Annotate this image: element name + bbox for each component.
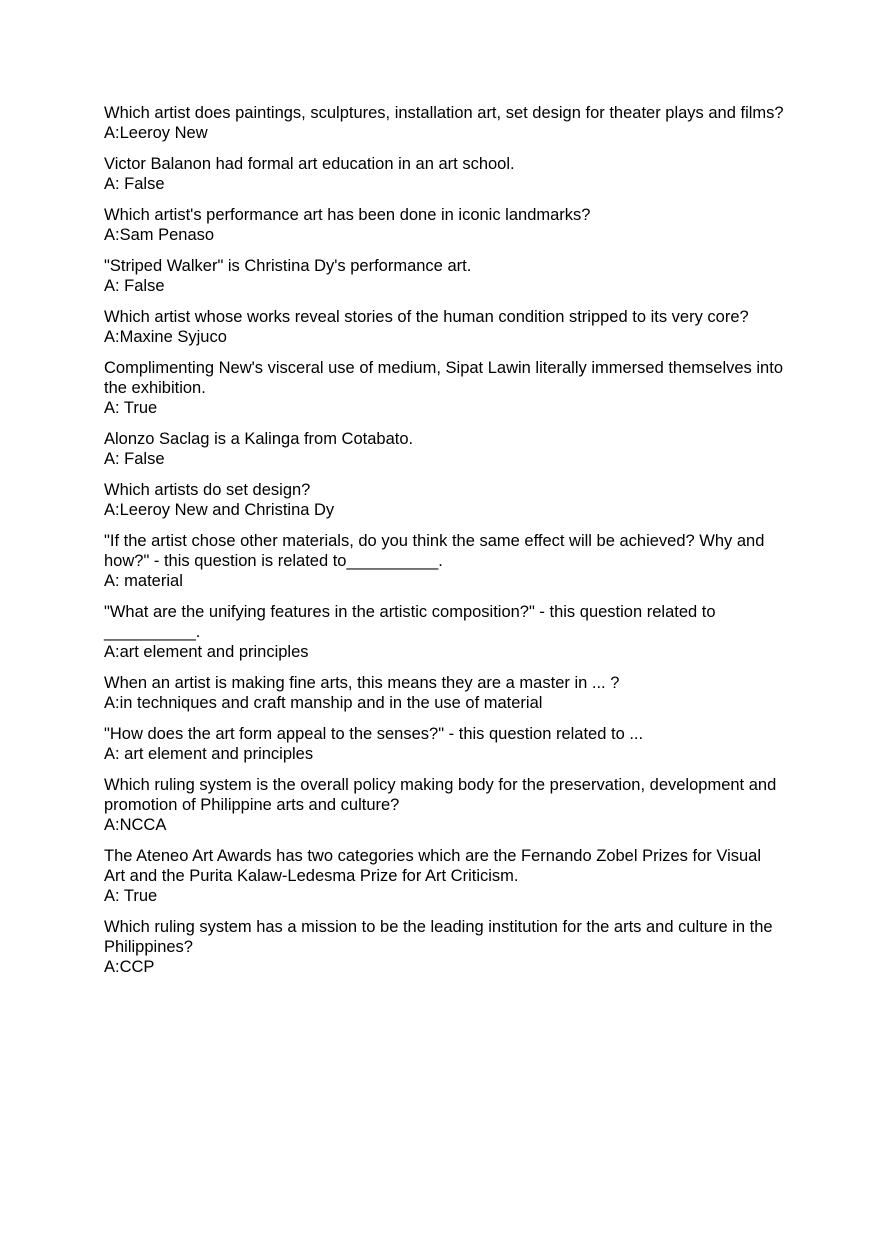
question-text: Alonzo Saclag is a Kalinga from Cotabato.	[104, 430, 414, 448]
question-text: Which ruling system is the overall policy making body for the preservation, development and promotion of Philippine arts and culture?	[104, 776, 777, 814]
answer-text: A: False	[104, 175, 165, 193]
answer-text: A: material	[104, 572, 183, 590]
qa-item	[104, 103, 784, 143]
answer-text: A:Sam Penaso	[104, 226, 215, 244]
question-text: Which ruling system has a mission to be the leading institution for the arts and culture in the Philippines?	[104, 918, 773, 956]
question-text: "If the artist chose other materials, do you think the same effect will be achieved? Why and how?" - this question is related to__________.	[104, 532, 765, 570]
answer-text: A:in techniques and craft manship and in the use of material	[104, 694, 543, 712]
qa-item	[104, 531, 784, 591]
answer-text: A: False	[104, 277, 165, 295]
document-page	[104, 103, 784, 988]
question-text: Which artist whose works reveal stories of the human condition stripped to its very core?	[104, 308, 749, 326]
answer-text: A:NCCA	[104, 816, 167, 834]
qa-item	[104, 846, 784, 906]
answer-text: A:CCP	[104, 958, 155, 976]
answer-text: A: True	[104, 887, 158, 905]
question-text: The Ateneo Art Awards has two categories which are the Fernando Zobel Prizes for Visual Art and the Purita Kalaw-Ledesma Prize for Art Criticism.	[104, 847, 762, 885]
question-text: Complimenting New's visceral use of medium, Sipat Lawin literally immersed themselves into the exhibition.	[104, 359, 783, 397]
qa-item	[104, 673, 784, 713]
question-text: "How does the art form appeal to the senses?" - this question related to ...	[104, 725, 644, 743]
answer-text: A: False	[104, 450, 165, 468]
qa-item	[104, 307, 784, 347]
question-text: Which artist's performance art has been done in iconic landmarks?	[104, 206, 591, 224]
qa-item	[104, 775, 784, 835]
qa-item	[104, 429, 784, 469]
question-text: "Striped Walker" is Christina Dy's performance art.	[104, 257, 472, 275]
question-text: Victor Balanon had formal art education in an art school.	[104, 155, 515, 173]
qa-item	[104, 480, 784, 520]
qa-item	[104, 602, 784, 662]
question-text: When an artist is making fine arts, this means they are a master in ... ?	[104, 674, 620, 692]
qa-item	[104, 256, 784, 296]
answer-text: A:Leeroy New and Christina Dy	[104, 501, 335, 519]
question-text: "What are the unifying features in the artistic composition?" - this question related to __________.	[104, 603, 716, 641]
qa-item	[104, 724, 784, 764]
question-text: Which artists do set design?	[104, 481, 311, 499]
qa-item	[104, 205, 784, 245]
answer-text: A: True	[104, 399, 158, 417]
qa-item	[104, 358, 784, 418]
answer-text: A:art element and principles	[104, 643, 309, 661]
answer-text: A:Leeroy New	[104, 124, 208, 142]
answer-text: A: art element and principles	[104, 745, 314, 763]
answer-text: A:Maxine Syjuco	[104, 328, 227, 346]
qa-item	[104, 154, 784, 194]
question-text: Which artist does paintings, sculptures, installation art, set design for theater plays and films?	[104, 104, 784, 122]
qa-item	[104, 917, 784, 977]
